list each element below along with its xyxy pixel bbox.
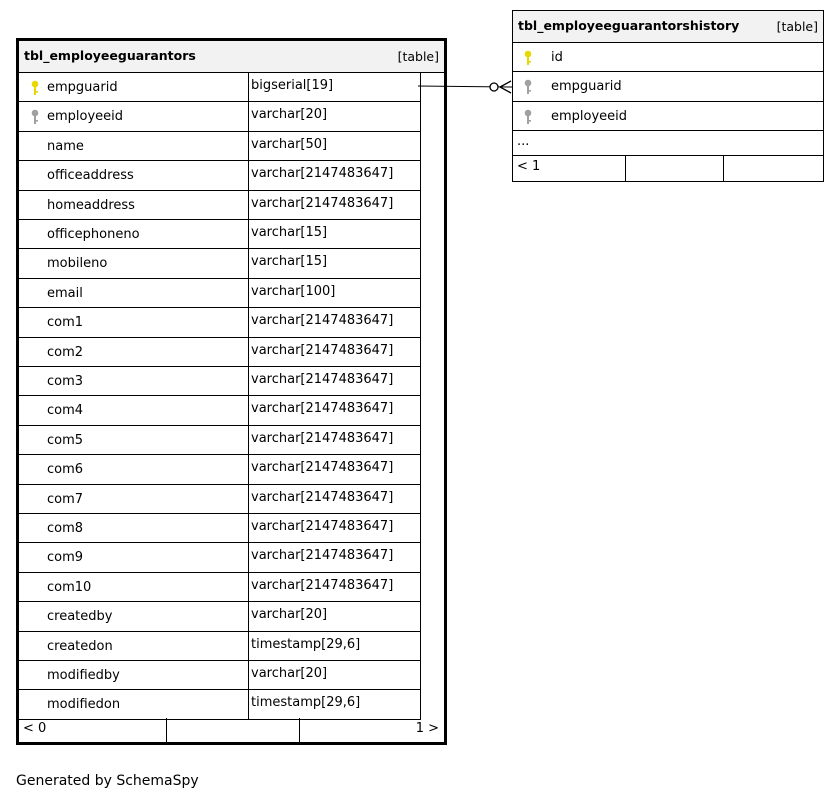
column-name: com3 [47, 374, 84, 389]
children-count: 1 > [415, 721, 439, 736]
column-name: modifiedon [47, 697, 121, 713]
column-type: varchar[15] [251, 254, 328, 270]
table-name: tbl_employeeguarantors [24, 48, 196, 63]
optional-circle [490, 83, 498, 91]
column-type: varchar[2147483647] [251, 519, 394, 534]
more-columns: ... [517, 134, 530, 149]
column-type: varchar[20] [251, 607, 328, 623]
column-type: varchar[2147483647] [251, 548, 394, 564]
column-name: empguarid [551, 79, 622, 95]
column-name: email [47, 285, 83, 301]
column-name: com5 [47, 432, 84, 448]
column-name: homeaddress [47, 197, 135, 213]
column-name: com1 [47, 315, 84, 331]
column-name: com10 [47, 579, 92, 595]
column-type: varchar[100] [251, 283, 336, 299]
column-type: varchar[50] [251, 136, 328, 152]
parents-count: < 1 [517, 159, 541, 174]
table-kind: [table] [776, 19, 818, 34]
column-name: employeeid [551, 108, 628, 124]
column-name: createdon [47, 638, 113, 654]
column-name: com7 [47, 491, 84, 507]
column-type: varchar[2147483647] [251, 489, 394, 505]
column-type: varchar[2147483647] [251, 166, 394, 182]
column-type: varchar[20] [251, 107, 328, 123]
column-name: officephoneno [47, 227, 140, 242]
column-type: varchar[2147483647] [251, 313, 394, 329]
column-type: varchar[2147483647] [251, 430, 394, 446]
column-name: createdby [47, 609, 113, 625]
column-type: timestamp[29,6] [251, 695, 361, 711]
parents-count: < 0 [23, 721, 47, 736]
column-name: com6 [47, 462, 84, 478]
column-name: com9 [47, 550, 84, 566]
crowfoot-upper [500, 81, 511, 87]
column-type: varchar[2147483647] [251, 460, 394, 476]
column-type: varchar[15] [251, 225, 328, 240]
table-kind: [table] [397, 49, 439, 64]
column-type: varchar[2147483647] [251, 372, 394, 387]
column-type: varchar[2147483647] [251, 401, 394, 417]
column-type: varchar[2147483647] [251, 577, 394, 593]
column-name: officeaddress [47, 168, 134, 184]
column-type: timestamp[29,6] [251, 636, 361, 652]
column-name: com4 [47, 403, 84, 419]
table-name: tbl_employeeguarantorshistory [518, 18, 740, 33]
column-name: id [551, 50, 563, 65]
crowfoot-lower [500, 87, 511, 93]
column-name: name [47, 138, 84, 154]
column-type: varchar[2147483647] [251, 342, 394, 358]
column-type: bigserial[19] [251, 78, 334, 93]
column-name: mobileno [47, 256, 108, 272]
column-type: varchar[20] [251, 666, 328, 681]
column-name: com8 [47, 521, 84, 536]
column-type: varchar[2147483647] [251, 195, 394, 211]
column-name: com2 [47, 344, 84, 360]
column-name: empguarid [47, 80, 118, 95]
column-name: employeeid [47, 109, 124, 125]
column-name: modifiedby [47, 668, 120, 683]
generated-by-text: Generated by SchemaSpy [16, 773, 199, 789]
